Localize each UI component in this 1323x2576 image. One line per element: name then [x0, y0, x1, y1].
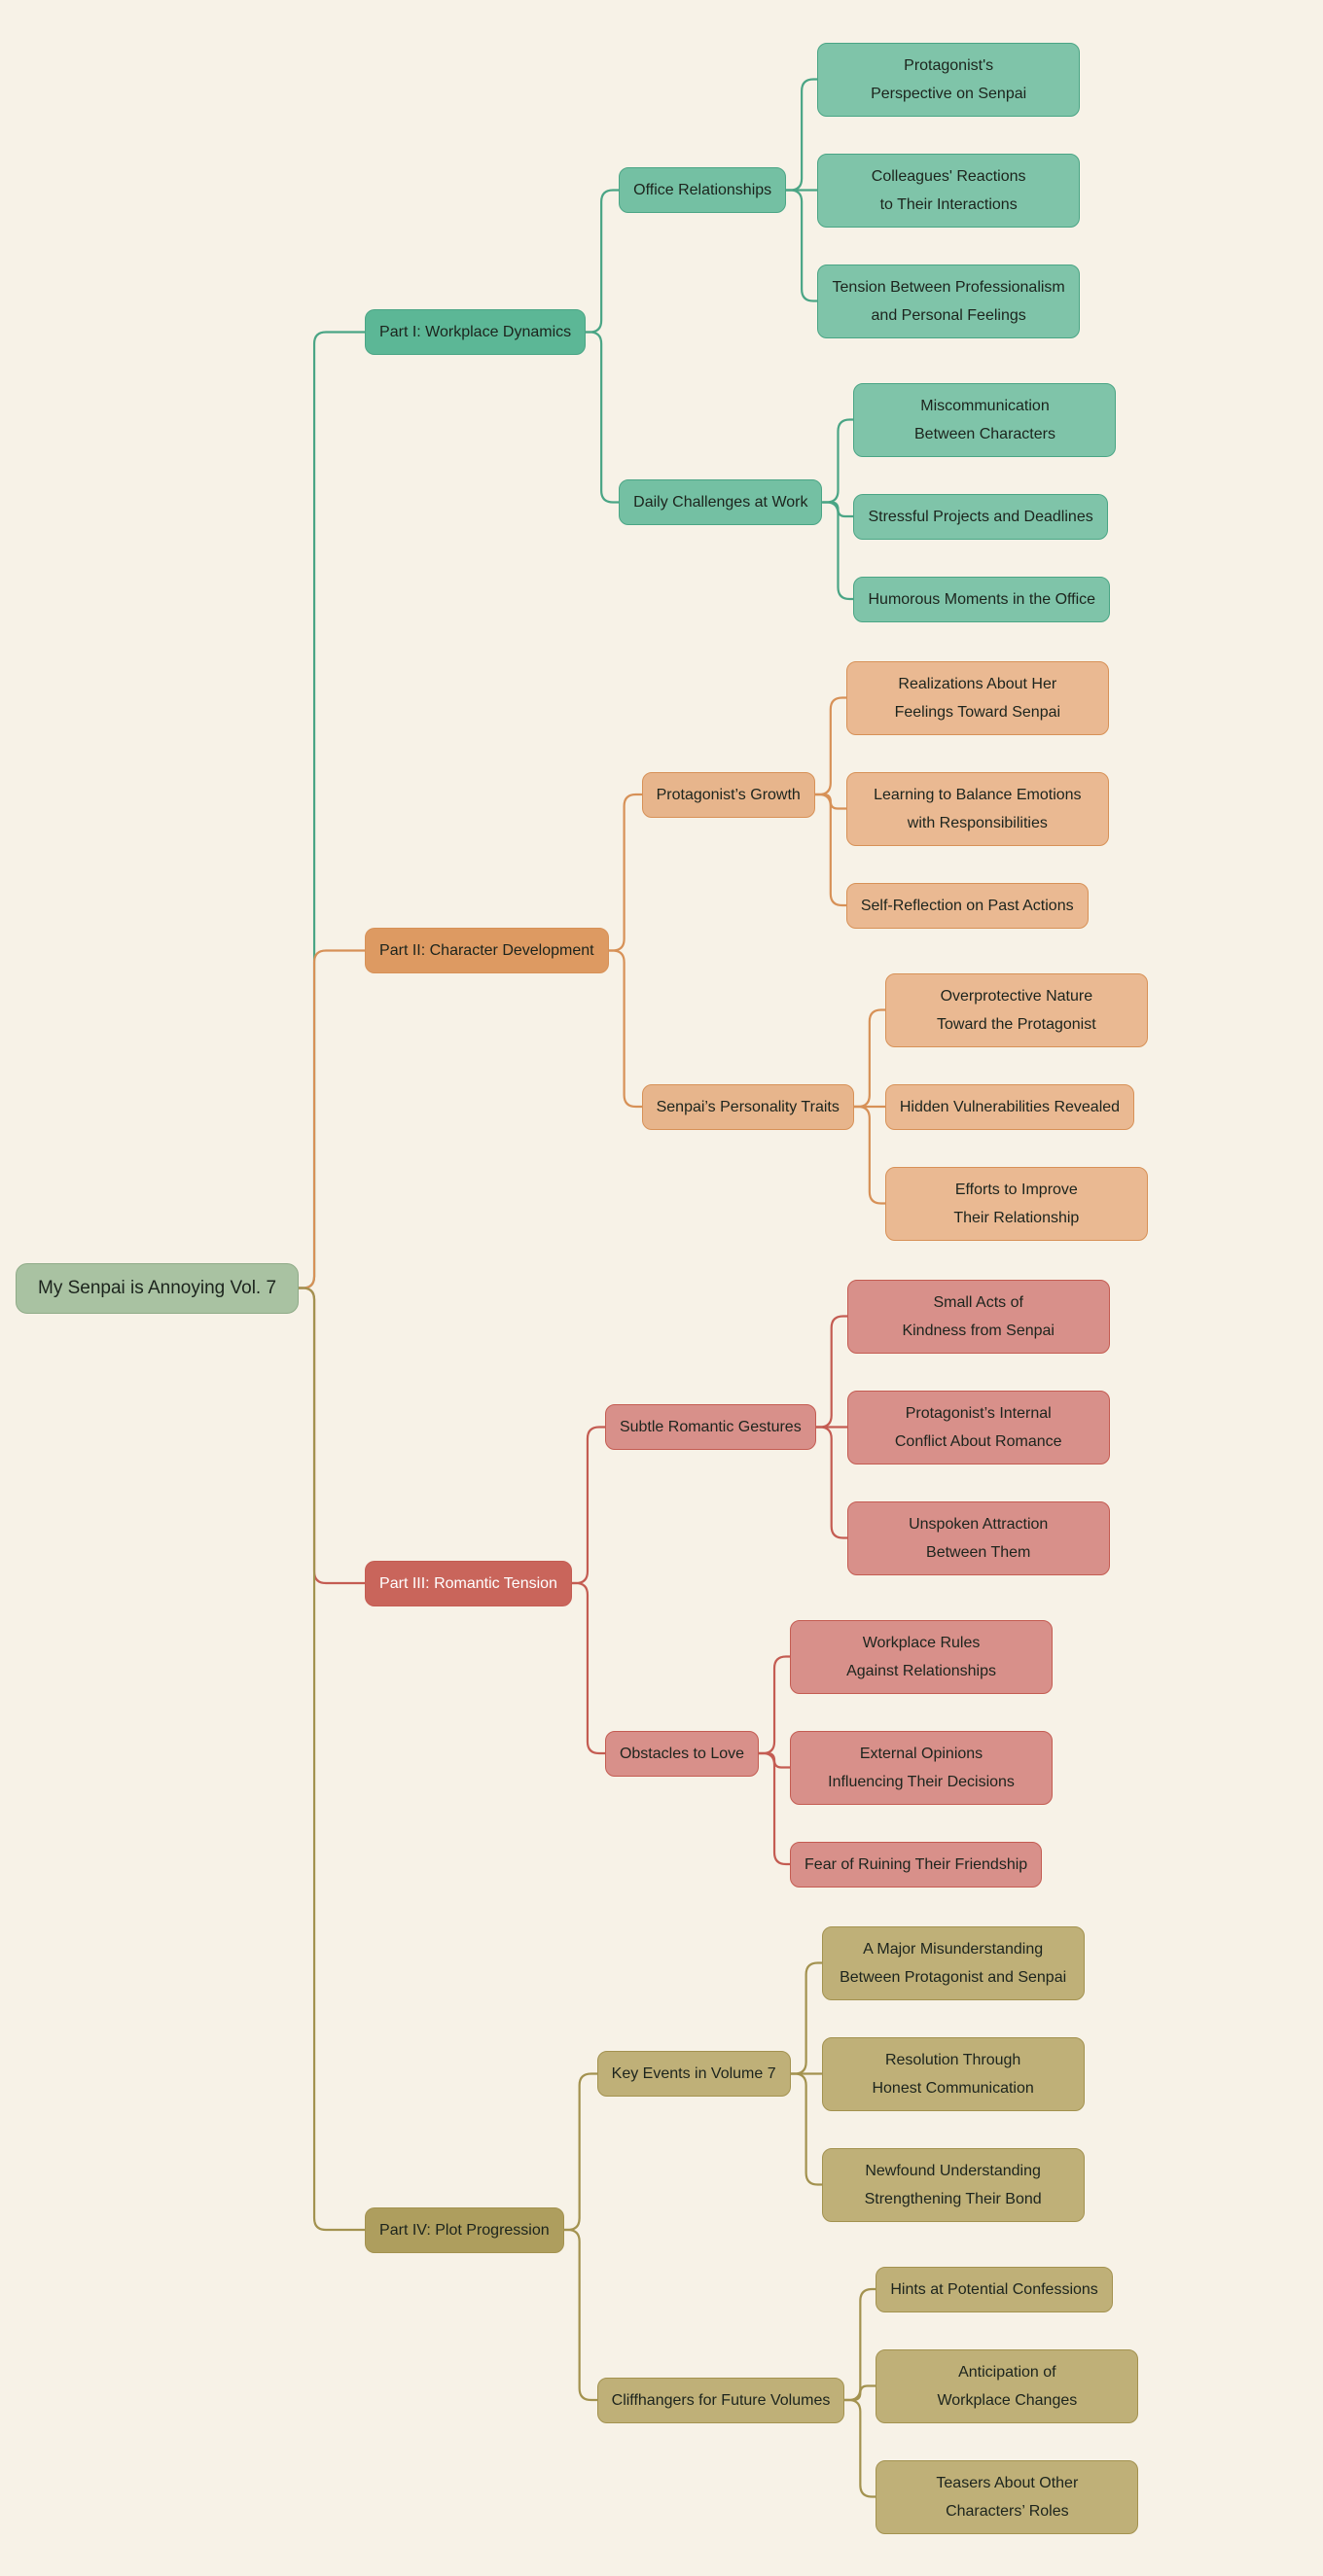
node-daily-challenges-at-work[interactable]: Daily Challenges at Work — [619, 479, 822, 525]
node-row — [822, 2148, 1085, 2222]
root-row — [16, 43, 1148, 2534]
node-row — [822, 1926, 1085, 2000]
node-protagonist-s-internal-conflict-about-romance[interactable]: Protagonist’s Internal Conflict About Romance — [847, 1391, 1110, 1464]
node-learning-to-balance-emotions-with-responsibilities[interactable]: Learning to Balance Emotions with Responsibilities — [846, 772, 1109, 846]
node-row — [597, 1926, 1139, 2222]
node-row — [365, 1280, 1148, 1888]
node-row — [853, 383, 1116, 457]
node-part-ii-character-development[interactable]: Part II: Character Development — [365, 928, 609, 973]
node-row — [642, 661, 1148, 929]
node-row — [847, 1501, 1110, 1575]
children-column — [876, 2267, 1138, 2534]
node-newfound-understanding-strengthening-their-bond[interactable]: Newfound Understanding Strengthening Their Bond — [822, 2148, 1085, 2222]
node-row — [853, 494, 1116, 540]
node-senpai-s-personality-traits[interactable]: Senpai’s Personality Traits — [642, 1084, 854, 1130]
children-column — [847, 1280, 1110, 1575]
node-row — [597, 2267, 1139, 2534]
node-row — [853, 577, 1116, 622]
node-row — [605, 1280, 1110, 1575]
node-row — [790, 1620, 1053, 1694]
node-humorous-moments-in-the-office[interactable]: Humorous Moments in the Office — [853, 577, 1110, 622]
node-row — [817, 154, 1080, 228]
node-row — [619, 383, 1116, 622]
node-row — [790, 1842, 1053, 1888]
node-protagonist-s-perspective-on-senpai[interactable]: Protagonist's Perspective on Senpai — [817, 43, 1080, 117]
children-column — [619, 43, 1116, 622]
node-realizations-about-her-feelings-toward-senpai[interactable]: Realizations About Her Feelings Toward Senpai — [846, 661, 1109, 735]
children-column — [790, 1620, 1053, 1888]
node-row — [365, 1926, 1148, 2534]
node-part-iv-plot-progression[interactable]: Part IV: Plot Progression — [365, 2207, 564, 2253]
node-fear-of-ruining-their-friendship[interactable]: Fear of Ruining Their Friendship — [790, 1842, 1042, 1888]
node-teasers-about-other-characters-roles[interactable]: Teasers About Other Characters’ Roles — [876, 2460, 1138, 2534]
node-anticipation-of-workplace-changes[interactable]: Anticipation of Workplace Changes — [876, 2349, 1138, 2423]
node-obstacles-to-love[interactable]: Obstacles to Love — [605, 1731, 759, 1777]
children-column — [822, 1926, 1085, 2222]
node-unspoken-attraction-between-them[interactable]: Unspoken Attraction Between Them — [847, 1501, 1110, 1575]
node-row — [885, 973, 1148, 1047]
node-tension-between-professionalism-and-personal-feelings[interactable]: Tension Between Professionalism and Personal Feelings — [817, 265, 1080, 338]
node-stressful-projects-and-deadlines[interactable]: Stressful Projects and Deadlines — [853, 494, 1107, 540]
node-hints-at-potential-confessions[interactable]: Hints at Potential Confessions — [876, 2267, 1112, 2312]
node-row — [605, 1620, 1110, 1888]
children-column — [817, 43, 1080, 338]
node-efforts-to-improve-their-relationship[interactable]: Efforts to Improve Their Relationship — [885, 1167, 1148, 1241]
node-external-opinions-influencing-their-decisions[interactable]: External Opinions Influencing Their Decisions — [790, 1731, 1053, 1805]
node-row — [876, 2460, 1138, 2534]
node-overprotective-nature-toward-the-protagonist[interactable]: Overprotective Nature Toward the Protagonist — [885, 973, 1148, 1047]
node-row — [846, 772, 1109, 846]
children-column — [597, 1926, 1139, 2534]
node-a-major-misunderstanding-between-protagonist-and-senpai[interactable]: A Major Misunderstanding Between Protagonist and Senpai — [822, 1926, 1085, 2000]
node-hidden-vulnerabilities-revealed[interactable]: Hidden Vulnerabilities Revealed — [885, 1084, 1134, 1130]
node-row — [817, 43, 1080, 117]
node-part-iii-romantic-tension[interactable]: Part III: Romantic Tension — [365, 1561, 572, 1606]
node-row — [876, 2349, 1138, 2423]
node-row — [822, 2037, 1085, 2111]
children-column — [642, 661, 1148, 1241]
node-row — [885, 1167, 1148, 1241]
node-workplace-rules-against-relationships[interactable]: Workplace Rules Against Relationships — [790, 1620, 1053, 1694]
node-key-events-in-volume-7[interactable]: Key Events in Volume 7 — [597, 2051, 791, 2097]
node-row — [817, 265, 1080, 338]
node-small-acts-of-kindness-from-senpai[interactable]: Small Acts of Kindness from Senpai — [847, 1280, 1110, 1354]
children-column — [365, 43, 1148, 2534]
children-column — [853, 383, 1116, 622]
node-my-senpai-is-annoying-vol-7[interactable]: My Senpai is Annoying Vol. 7 — [16, 1263, 299, 1314]
node-row — [846, 883, 1109, 929]
node-row — [846, 661, 1109, 735]
node-cliffhangers-for-future-volumes[interactable]: Cliffhangers for Future Volumes — [597, 2378, 845, 2423]
node-row — [876, 2267, 1138, 2312]
node-subtle-romantic-gestures[interactable]: Subtle Romantic Gestures — [605, 1404, 816, 1450]
node-row — [847, 1391, 1110, 1464]
node-part-i-workplace-dynamics[interactable]: Part I: Workplace Dynamics — [365, 309, 586, 355]
node-row — [365, 43, 1148, 622]
node-self-reflection-on-past-actions[interactable]: Self-Reflection on Past Actions — [846, 883, 1089, 929]
children-column — [605, 1280, 1110, 1888]
node-row — [790, 1731, 1053, 1805]
node-row — [847, 1280, 1110, 1354]
node-row — [642, 973, 1148, 1241]
node-miscommunication-between-characters[interactable]: Miscommunication Between Characters — [853, 383, 1116, 457]
node-office-relationships[interactable]: Office Relationships — [619, 167, 786, 213]
node-resolution-through-honest-communication[interactable]: Resolution Through Honest Communication — [822, 2037, 1085, 2111]
node-row — [619, 43, 1116, 338]
mindmap-tree — [16, 43, 1148, 2534]
node-protagonist-s-growth[interactable]: Protagonist’s Growth — [642, 772, 815, 818]
node-row — [365, 661, 1148, 1241]
node-colleagues-reactions-to-their-interactions[interactable]: Colleagues' Reactions to Their Interactions — [817, 154, 1080, 228]
children-column — [885, 973, 1148, 1241]
children-column — [846, 661, 1109, 929]
node-row — [885, 1084, 1148, 1130]
